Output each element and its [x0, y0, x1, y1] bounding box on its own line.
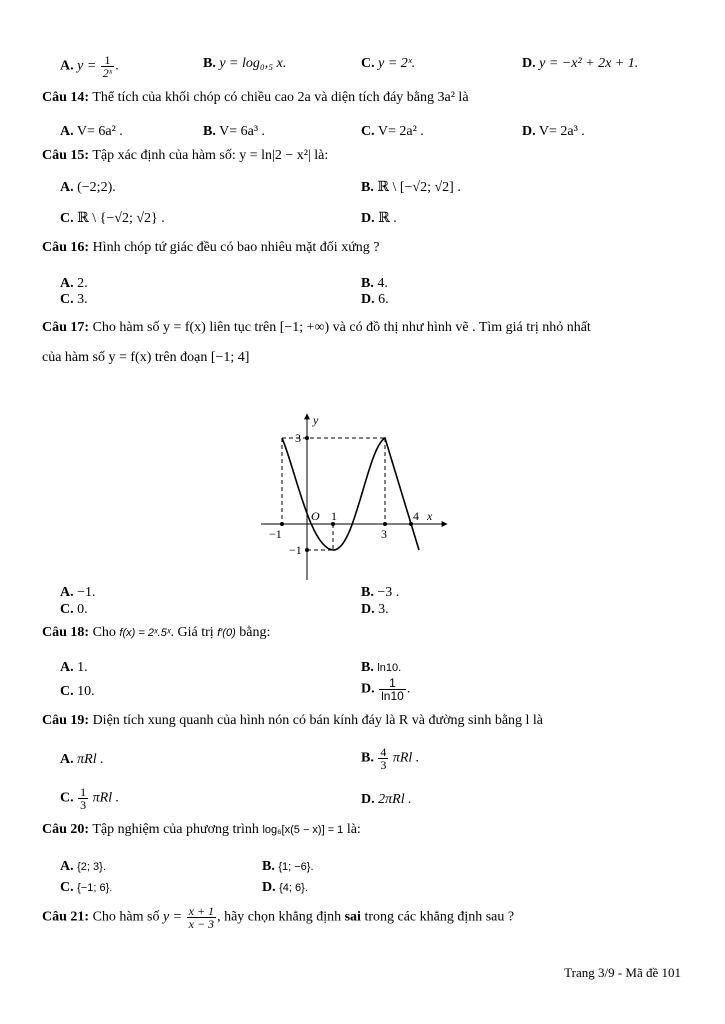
page-footer: Trang 3/9 - Mã đề 101 [564, 965, 681, 980]
q14-option-a: A. V= 6a² . [60, 124, 123, 139]
q19-option-d: D. 2πRl . [361, 792, 412, 807]
q15-option-c: C. ℝ \ {−√2; √2} . [60, 211, 165, 226]
function-curve [282, 438, 419, 550]
q13-option-b: B. y = log₀,₅ x. [203, 56, 287, 71]
q13-option-d: D. y = −x² + 2x + 1. [522, 56, 639, 71]
q20-option-d: D. {4; 6}. [262, 880, 308, 895]
question-17-line-2: của hàm số y = f(x) trên đoạn [−1; 4] [42, 350, 250, 365]
q15-option-d: D. ℝ . [361, 211, 397, 226]
q20-option-b: B. {1; −6}. [262, 859, 314, 874]
question-14 [42, 90, 469, 106]
question-15: Câu 15: Tập xác định của hàm số: y = ln|2 − x²| là: [42, 148, 329, 163]
q17-option-c: C. 0. [60, 602, 88, 617]
q16-option-d: D. 6. [361, 292, 389, 307]
q15-option-b: B. ℝ \ [−√2; √2] . [361, 180, 461, 195]
option-a-fraction: $\frac{1}{\text{2ˣ}}$ [102, 53, 113, 80]
option-label: A. [60, 58, 74, 74]
origin-label: O [311, 509, 320, 523]
tick-label: 3 [295, 431, 301, 445]
q18-option-a: A. 1. [60, 660, 88, 675]
q17-option-b: B. −3 . [361, 585, 400, 600]
question-21: Câu 21: Cho hàm số y = $\frac{x + 1}{x - 3}$ , hãy chọn khẳng định sai trong các khẳng định sau ? [42, 904, 515, 931]
x-axis-label: x [427, 509, 433, 523]
question-17-line-1: Câu 17: Cho hàm số y = f(x) liên tục trên [−1; +∞) và có đồ thị như hình vẽ . Tìm giá trị nhỏ nhất [42, 320, 591, 335]
q16-option-a: A. 2. [60, 276, 88, 291]
q17-option-a: A. −1. [60, 585, 96, 600]
question-19: Câu 19: Diện tích xung quanh của hình nón có bán kính đáy là R và đường sinh bằng l là [42, 713, 544, 728]
q19-option-c: C. $\frac{1}{3}$ πRl . [60, 785, 120, 812]
option-a-lhs: y = [77, 58, 97, 74]
q20-option-c: C. {−1; 6}. [60, 880, 113, 895]
question-label: Câu 14: [42, 90, 90, 105]
tick-label: −1 [269, 527, 282, 541]
tick-label: −1 [289, 543, 302, 557]
q13-option-c: C. y = 2ˣ. [361, 56, 416, 71]
q18-option-d: D. $\frac{1}{\ln 10}$ . [361, 676, 411, 703]
tick-label: 4 [413, 509, 419, 523]
q14-option-d: D. V= 2a³ . [522, 124, 585, 139]
q16-option-b: B. 4. [361, 276, 388, 291]
question-20: Câu 20: Tập nghiệm của phương trình log₆[x(5 − x)] = 1 là: [42, 822, 361, 837]
function-graph [255, 408, 455, 583]
q19-option-b: B. $\frac{4}{3}$ πRl . [361, 745, 420, 772]
q18-option-b: B. ln10. [361, 660, 402, 675]
tick-label: 1 [331, 509, 337, 523]
y-axis-label: y [313, 413, 319, 427]
question-18: Câu 18: Cho f(x) = 2ˣ.5ˣ. Giá trị f′(0) bằng: [42, 625, 271, 640]
q17-option-d: D. 3. [361, 602, 389, 617]
q19-option-a: A. πRl . [60, 752, 104, 767]
q14-option-b: B. V= 6a³ . [203, 124, 266, 139]
q14-option-c: C. V= 2a² . [361, 124, 424, 139]
question-text: Thể tích của khối chóp có chiều cao 2a và diện tích đáy bằng 3a² là [92, 90, 469, 105]
q13-option-a: A. y = $\frac{1}{\text{2ˣ}}$ . [60, 53, 119, 80]
q18-option-c: C. 10. [60, 684, 95, 699]
q16-option-c: C. 3. [60, 292, 88, 307]
q20-option-a: A. {2; 3}. [60, 859, 106, 874]
q15-option-a: A. (−2;2). [60, 180, 116, 195]
question-16: Câu 16: Hình chóp tứ giác đều có bao nhiêu mặt đối xứng ? [42, 240, 380, 255]
tick-label: 3 [381, 527, 387, 541]
